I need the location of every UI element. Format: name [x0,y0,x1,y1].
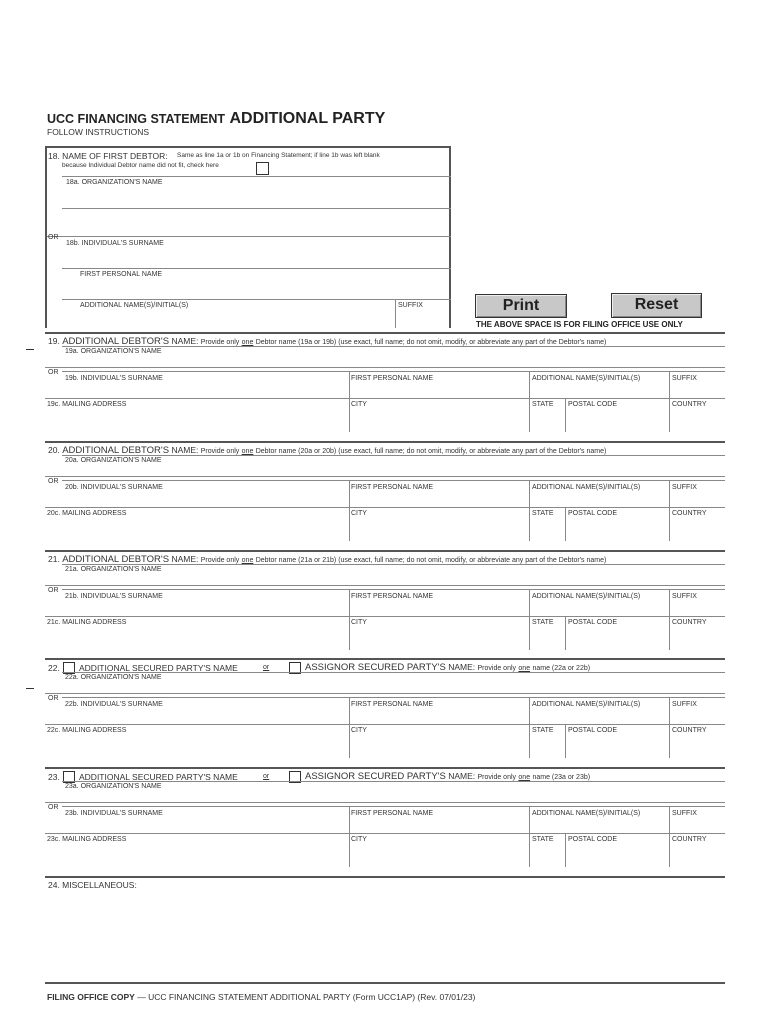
city-field[interactable] [349,518,529,532]
suffix-label: SUFFIX [672,810,697,817]
s18-suffix-divider [395,299,396,328]
postal-field[interactable] [565,409,669,423]
margin-mark [26,688,34,689]
first-name-field[interactable] [349,709,529,723]
postal-label: POSTAL CODE [568,619,618,626]
additional-name-label: ADDITIONAL NAME(S)/INITIAL(S) [532,701,641,708]
s18-divider [62,299,451,300]
mailing-field[interactable] [45,844,349,858]
suffix-field[interactable] [669,601,725,615]
surname-label: 21b. INDIVIDUAL'S SURNAME [65,593,163,600]
s18a-label: 18a. ORGANIZATION'S NAME [66,179,163,186]
additional-name-label: ADDITIONAL NAME(S)/INITIAL(S) [532,484,641,491]
s18-additional-label: ADDITIONAL NAME(S)/INITIAL(S) [80,302,189,309]
assignor-provide-pre: Provide only [477,774,517,781]
debtor-name-word: NAME: [171,445,199,455]
additional-name-field[interactable] [529,492,669,506]
mailing-field[interactable] [45,409,349,423]
country-label: COUNTRY [672,401,707,408]
assignor-one: one [518,665,531,672]
debtor-name-word: NAME: [171,554,199,564]
state-field[interactable] [529,735,565,749]
country-field[interactable] [669,844,725,858]
s18-note2: because Individual Debtor name did not fit, check here [62,162,219,169]
country-field[interactable] [669,735,725,749]
additional-name-label: ADDITIONAL NAME(S)/INITIAL(S) [532,810,641,817]
misc-label: 24. MISCELLANEOUS: [48,880,137,890]
org-label: 20a. ORGANIZATION'S NAME [65,457,162,464]
city-field[interactable] [349,627,529,641]
surname-label: 20b. INDIVIDUAL'S SURNAME [65,484,163,491]
surname-field[interactable] [62,601,349,615]
org-label: 21a. ORGANIZATION'S NAME [65,566,162,573]
org-label: 22a. ORGANIZATION'S NAME [65,674,162,681]
section-top-rule [45,658,725,660]
city-label: CITY [351,619,367,626]
section-top-rule [45,550,725,552]
first-name-label: FIRST PERSONAL NAME [351,484,434,491]
surname-field[interactable] [62,383,349,397]
postal-field[interactable] [565,627,669,641]
party-num: 23. [48,772,60,782]
country-field[interactable] [669,627,725,641]
print-button[interactable]: Print [475,294,567,318]
additional-name-field[interactable] [529,818,669,832]
city-field[interactable] [349,409,529,423]
assignor-label: ASSIGNOR SECURED PARTY'S [305,771,446,782]
surname-label: 23b. INDIVIDUAL'S SURNAME [65,810,163,817]
misc-top-rule [45,876,725,878]
form-title-main: UCC FINANCING STATEMENT [47,112,225,126]
additional-name-label: ADDITIONAL NAME(S)/INITIAL(S) [532,593,641,600]
form-title-big: ADDITIONAL PARTY [229,110,386,127]
s18-label: 18. NAME OF FIRST DEBTOR: [48,151,168,161]
party-num: 22. [48,663,60,673]
city-label: CITY [351,510,367,517]
debtor-provide-pre: Provide only [200,339,240,346]
s18b-label: 18b. INDIVIDUAL'S SURNAME [66,240,164,247]
first-name-label: FIRST PERSONAL NAME [351,810,434,817]
first-name-field[interactable] [349,601,529,615]
additional-party-label: ADDITIONAL SECURED PARTY'S NAME [79,663,238,673]
postal-label: POSTAL CODE [568,836,618,843]
additional-name-label: ADDITIONAL NAME(S)/INITIAL(S) [532,375,641,382]
additional-name-field[interactable] [529,709,669,723]
assignor-name-word: NAME: [448,662,476,672]
org-name-field[interactable] [62,573,725,585]
debtor-provide-post: Debtor name (21a or 21b) (use exact, full name; do not omit, modify, or abbreviate any part of the Debtor's name) [255,557,607,564]
misc-field[interactable] [47,892,725,976]
surname-field[interactable] [62,818,349,832]
city-field[interactable] [349,844,529,858]
assignor-provide-pre: Provide only [477,665,517,672]
assignor-name-word: NAME: [448,771,476,781]
row-divider [45,507,725,508]
s18a-org-field[interactable] [62,186,451,207]
row-divider [62,589,725,590]
assignor-label: ASSIGNOR SECURED PARTY'S [305,662,446,673]
row-divider [62,371,725,372]
suffix-field[interactable] [669,818,725,832]
reset-button[interactable]: Reset [611,293,702,318]
state-label: STATE [532,619,554,626]
org-name-field[interactable] [62,355,725,367]
postal-field[interactable] [565,844,669,858]
row-divider [45,585,725,586]
s18-note1: Same as line 1a or 1b on Financing Statement; if line 1b was left blank [177,152,380,159]
first-name-label: FIRST PERSONAL NAME [351,593,434,600]
party-or-word: or [263,664,270,671]
state-label: STATE [532,727,554,734]
row-divider [45,476,725,477]
suffix-label: SUFFIX [672,593,697,600]
assignor-provide-post: name (22a or 22b) [532,665,591,672]
debtor-num: 20. [48,445,60,455]
debtor-label: ADDITIONAL DEBTOR'S [62,445,170,456]
or-label: OR [48,695,59,702]
state-label: STATE [532,836,554,843]
mailing-field[interactable] [45,735,349,749]
suffix-field[interactable] [669,709,725,723]
suffix-field[interactable] [669,492,725,506]
footer-rest: — UCC FINANCING STATEMENT ADDITIONAL PARTY (Form UCC1AP) (Rev. 07/01/23) [137,992,476,1002]
or-label: OR [48,369,59,376]
section-top-rule [45,441,725,443]
or-label: OR [48,478,59,485]
country-label: COUNTRY [672,836,707,843]
city-label: CITY [351,727,367,734]
row-divider [62,672,725,673]
s18-divider [47,236,451,237]
debtor-provide-pre: Provide only [200,557,240,564]
row-divider [62,806,725,807]
country-label: COUNTRY [672,619,707,626]
city-field[interactable] [349,735,529,749]
surname-label: 22b. INDIVIDUAL'S SURNAME [65,701,163,708]
s18-divider [62,176,451,177]
city-label: CITY [351,836,367,843]
debtor-provide-post: Debtor name (19a or 19b) (use exact, full name; do not omit, modify, or abbreviate any part of the Debtor's name) [255,339,607,346]
first-name-label: FIRST PERSONAL NAME [351,375,434,382]
first-name-field[interactable] [349,492,529,506]
additional-party-label: ADDITIONAL SECURED PARTY'S NAME [79,772,238,782]
suffix-label: SUFFIX [672,484,697,491]
country-label: COUNTRY [672,727,707,734]
debtor-one: one [241,339,254,346]
assignor-one: one [518,774,531,781]
row-divider [45,367,725,368]
surname-label: 19b. INDIVIDUAL'S SURNAME [65,375,163,382]
debtor-num: 19. [48,336,60,346]
row-divider [45,398,725,399]
row-divider [45,693,725,694]
postal-label: POSTAL CODE [568,401,618,408]
s18-divider [62,208,451,209]
follow-instructions: FOLLOW INSTRUCTIONS [47,127,150,137]
surname-field[interactable] [62,709,349,723]
s18b-surname-field[interactable] [62,248,451,268]
suffix-field[interactable] [669,383,725,397]
additional-name-field[interactable] [529,601,669,615]
party-or-word: or [263,773,270,780]
debtor-label: ADDITIONAL DEBTOR'S [62,336,170,347]
country-label: COUNTRY [672,510,707,517]
assignor-provide-post: name (23a or 23b) [532,774,591,781]
margin-mark [26,349,34,350]
city-label: CITY [351,401,367,408]
org-label: 23a. ORGANIZATION'S NAME [65,783,162,790]
first-name-field[interactable] [349,383,529,397]
row-divider [62,346,725,347]
s18-divider [62,268,451,269]
debtor-one: one [241,448,254,455]
org-label: 19a. ORGANIZATION'S NAME [65,348,162,355]
footer-rule [45,982,725,984]
state-field[interactable] [529,409,565,423]
state-field[interactable] [529,844,565,858]
additional-name-field[interactable] [529,383,669,397]
debtor-one: one [241,557,254,564]
debtor-provide-post: Debtor name (20a or 20b) (use exact, full name; do not omit, modify, or abbreviate any part of the Debtor's name) [255,448,607,455]
first-name-field[interactable] [349,818,529,832]
org-name-field[interactable] [62,681,725,693]
s18-or: OR [48,234,59,241]
surname-field[interactable] [62,492,349,506]
country-field[interactable] [669,518,725,532]
debtor-name-word: NAME: [171,336,199,346]
s18-first-field[interactable] [62,278,451,298]
row-divider [45,833,725,834]
suffix-label: SUFFIX [672,701,697,708]
country-field[interactable] [669,409,725,423]
row-divider [62,781,725,782]
mailing-field[interactable] [45,627,349,641]
row-divider [62,455,725,456]
postal-field[interactable] [565,735,669,749]
org-name-field[interactable] [62,790,725,802]
mailing-label: 19c. MAILING ADDRESS [47,401,127,408]
row-divider [62,480,725,481]
row-divider [62,564,725,565]
filing-office-note: THE ABOVE SPACE IS FOR FILING OFFICE USE ONLY [476,320,683,329]
row-divider [45,724,725,725]
state-label: STATE [532,510,554,517]
form-title [47,110,385,128]
footer-bold: FILING OFFICE COPY [47,992,135,1002]
postal-label: POSTAL CODE [568,510,618,517]
mailing-label: 21c. MAILING ADDRESS [47,619,127,626]
state-label: STATE [532,401,554,408]
mailing-label: 22c. MAILING ADDRESS [47,727,127,734]
debtor-provide-pre: Provide only [200,448,240,455]
s18-suffix-label: SUFFIX [398,302,423,309]
state-field[interactable] [529,627,565,641]
footer-text [47,992,475,1002]
or-label: OR [48,804,59,811]
section-18-box [45,146,451,328]
s18-same-checkbox[interactable] [256,162,269,175]
postal-label: POSTAL CODE [568,727,618,734]
debtor-label: ADDITIONAL DEBTOR'S [62,554,170,565]
debtor-num: 21. [48,554,60,564]
s18-first-label: FIRST PERSONAL NAME [80,271,163,278]
row-divider [45,616,725,617]
mailing-field[interactable] [45,518,349,532]
section-top-rule [45,767,725,769]
first-name-label: FIRST PERSONAL NAME [351,701,434,708]
state-field[interactable] [529,518,565,532]
suffix-label: SUFFIX [672,375,697,382]
or-label: OR [48,587,59,594]
section-top-rule [45,332,725,334]
row-divider [62,697,725,698]
mailing-label: 23c. MAILING ADDRESS [47,836,127,843]
row-divider [45,802,725,803]
org-name-field[interactable] [62,464,725,476]
postal-field[interactable] [565,518,669,532]
mailing-label: 20c. MAILING ADDRESS [47,510,127,517]
